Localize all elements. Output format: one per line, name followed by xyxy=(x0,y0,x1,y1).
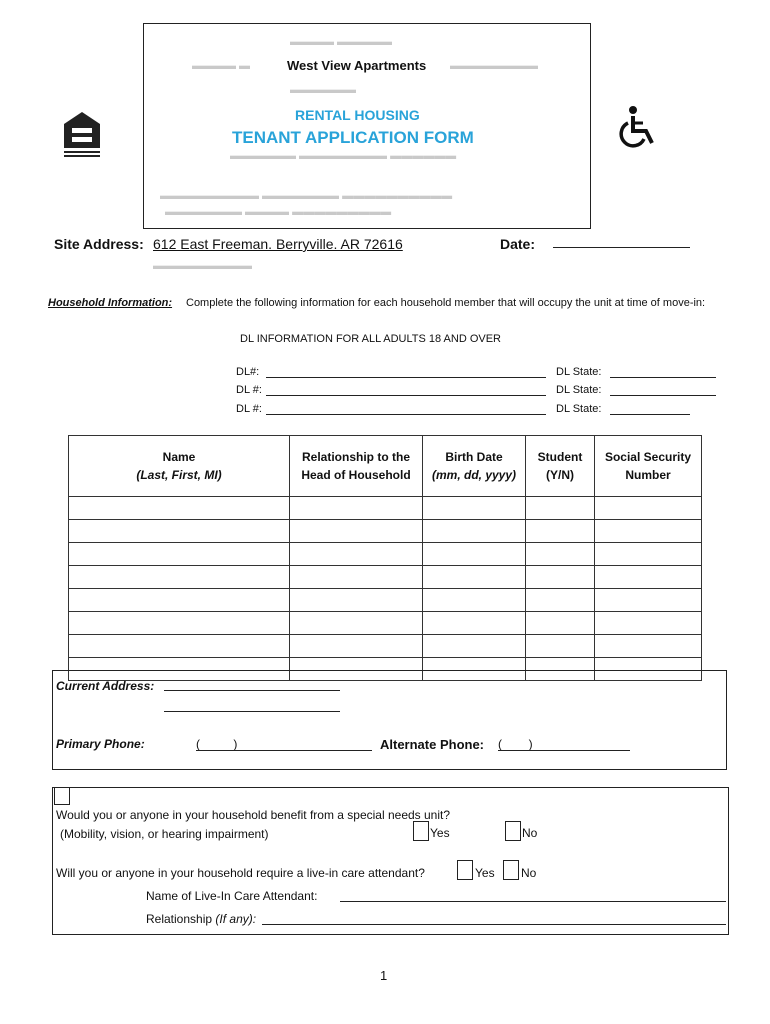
property-name: West View Apartments xyxy=(287,58,427,73)
table-row xyxy=(69,566,702,589)
table-cell[interactable] xyxy=(423,520,526,543)
table-cell[interactable] xyxy=(290,520,423,543)
no-label: No xyxy=(521,866,537,880)
table-cell[interactable] xyxy=(290,497,423,520)
dl-number-field[interactable] xyxy=(266,377,546,378)
table-cell[interactable] xyxy=(595,497,702,520)
current-address-label: Current Address: xyxy=(56,679,155,693)
special-needs-question: Would you or anyone in your household benefit from a special needs unit? xyxy=(56,808,451,822)
dl-state-field[interactable] xyxy=(610,414,690,415)
table-cell[interactable] xyxy=(526,589,595,612)
table-cell[interactable] xyxy=(69,543,290,566)
col-header-text: Birth Date xyxy=(445,450,503,464)
col-header-sub: (Last, First, MI) xyxy=(136,468,222,482)
relationship-field[interactable] xyxy=(262,924,726,925)
faded-text: ▬▬▬▬▬▬▬▬▬ xyxy=(153,260,252,272)
table-cell[interactable] xyxy=(290,612,423,635)
dl-state-label: DL State: xyxy=(556,403,602,415)
site-address-label: Site Address: xyxy=(54,236,144,252)
table-row xyxy=(69,497,702,520)
household-label: Household Information: xyxy=(48,297,173,309)
table-cell[interactable] xyxy=(423,635,526,658)
table-cell[interactable] xyxy=(290,566,423,589)
special-needs-no-checkbox[interactable] xyxy=(505,821,521,841)
special-needs-subtext: (Mobility, vision, or hearing impairment) xyxy=(60,827,269,841)
table-cell[interactable] xyxy=(595,543,702,566)
col-header-sub: Head of Household xyxy=(301,468,411,482)
table-cell[interactable] xyxy=(290,543,423,566)
yes-label: Yes xyxy=(430,826,450,840)
dl-state-field[interactable] xyxy=(610,377,716,378)
table-cell[interactable] xyxy=(423,566,526,589)
col-header-text: Name xyxy=(162,450,196,464)
table-row xyxy=(69,520,702,543)
household-table xyxy=(68,435,702,681)
table-cell[interactable] xyxy=(290,635,423,658)
col-header-sub: (Y/N) xyxy=(546,468,574,482)
table-row xyxy=(69,543,702,566)
col-relationship xyxy=(290,436,423,497)
table-cell[interactable] xyxy=(69,520,290,543)
yes-label: Yes xyxy=(475,866,495,880)
dl-state-field[interactable] xyxy=(610,395,716,396)
faded-text: ▬▬▬▬ ▬ xyxy=(192,60,251,72)
date-label: Date: xyxy=(500,236,536,252)
table-cell[interactable] xyxy=(423,543,526,566)
table-row xyxy=(69,635,702,658)
col-ssn xyxy=(595,436,702,497)
dl-number-field[interactable] xyxy=(266,414,546,415)
table-row xyxy=(69,612,702,635)
site-address-value: 612 East Freeman. Berryville. AR 72616 xyxy=(153,236,403,252)
table-cell[interactable] xyxy=(595,520,702,543)
dl-title: DL INFORMATION FOR ALL ADULTS 18 AND OVER xyxy=(240,333,502,345)
equal-housing-icon xyxy=(62,110,102,158)
no-label: No xyxy=(522,826,538,840)
special-needs-yes-checkbox[interactable] xyxy=(413,821,429,841)
table-cell[interactable] xyxy=(290,589,423,612)
form-subtitle: RENTAL HOUSING xyxy=(295,107,420,123)
alternate-phone-label: Alternate Phone: xyxy=(380,737,485,752)
col-birth-date xyxy=(423,436,526,497)
table-cell[interactable] xyxy=(595,635,702,658)
col-header-sub: (mm, dd, yyyy) xyxy=(431,468,517,482)
form-title: TENANT APPLICATION FORM xyxy=(232,128,474,147)
table-cell[interactable] xyxy=(69,635,290,658)
section-checkbox[interactable] xyxy=(54,787,70,805)
table-cell[interactable] xyxy=(595,589,702,612)
alternate-phone-paren: ( ) xyxy=(498,737,533,751)
col-header-sub: Number xyxy=(625,468,671,482)
col-name xyxy=(69,436,290,497)
table-cell[interactable] xyxy=(69,566,290,589)
dl-number-field[interactable] xyxy=(266,395,546,396)
table-cell[interactable] xyxy=(526,612,595,635)
faded-text: ▬▬▬▬▬▬ ▬▬▬▬▬▬▬▬ ▬▬▬▬▬▬ xyxy=(230,150,457,162)
table-cell[interactable] xyxy=(526,566,595,589)
faded-text: ▬▬▬▬▬▬▬ ▬▬▬▬ ▬▬▬▬▬▬▬▬▬ xyxy=(165,206,392,218)
table-cell[interactable] xyxy=(595,612,702,635)
table-cell[interactable] xyxy=(526,520,595,543)
dl-number-label: DL#: xyxy=(236,366,260,378)
col-header-text: Relationship to the xyxy=(302,450,410,464)
relationship-label-text: Relationship xyxy=(146,912,213,926)
table-cell[interactable] xyxy=(526,543,595,566)
relationship-label xyxy=(146,912,256,926)
table-cell[interactable] xyxy=(526,497,595,520)
dl-number-label: DL #: xyxy=(236,384,262,396)
table-cell[interactable] xyxy=(69,497,290,520)
table-cell[interactable] xyxy=(595,566,702,589)
faded-text: ▬▬▬▬▬▬▬▬ xyxy=(450,60,538,72)
faded-text: ▬▬▬▬ ▬▬▬▬▬ xyxy=(290,36,393,48)
attendant-no-checkbox[interactable] xyxy=(503,860,519,880)
table-header-row xyxy=(69,436,702,497)
table-cell[interactable] xyxy=(526,635,595,658)
table-cell[interactable] xyxy=(423,497,526,520)
current-address-field[interactable] xyxy=(164,690,340,691)
current-address-field-2[interactable] xyxy=(164,711,340,712)
table-row xyxy=(69,589,702,612)
col-header-text: Social Security xyxy=(604,450,692,464)
attendant-question: Will you or anyone in your household require a live-in care attendant? xyxy=(56,866,425,880)
table-cell[interactable] xyxy=(69,589,290,612)
alternate-phone-field[interactable] xyxy=(498,750,630,751)
col-student xyxy=(526,436,595,497)
page-number: 1 xyxy=(380,968,388,983)
primary-phone-field[interactable] xyxy=(196,750,372,751)
table-cell[interactable] xyxy=(423,589,526,612)
attendant-name-label: Name of Live-In Care Attendant: xyxy=(146,889,318,903)
dl-state-label: DL State: xyxy=(556,366,602,378)
col-header-text: Student xyxy=(537,450,583,464)
relationship-note: (If any): xyxy=(215,912,257,926)
faded-text: ▬▬▬▬▬▬▬▬▬ ▬▬▬▬▬▬▬ ▬▬▬▬▬▬▬▬▬▬ xyxy=(160,190,453,202)
wheelchair-icon xyxy=(616,105,662,151)
table-cell[interactable] xyxy=(69,612,290,635)
primary-phone-paren: ( ) xyxy=(196,737,238,751)
household-instructions: Complete the following information for each household member that will occupy the unit at time of move-in: xyxy=(186,297,706,309)
dl-state-label: DL State: xyxy=(556,384,602,396)
primary-phone-label: Primary Phone: xyxy=(56,737,145,751)
date-field[interactable] xyxy=(553,247,690,248)
attendant-name-field[interactable] xyxy=(340,901,726,902)
faded-text: ▬▬▬▬▬▬ xyxy=(290,84,356,96)
table-cell[interactable] xyxy=(423,612,526,635)
attendant-yes-checkbox[interactable] xyxy=(457,860,473,880)
dl-number-label: DL #: xyxy=(236,403,262,415)
